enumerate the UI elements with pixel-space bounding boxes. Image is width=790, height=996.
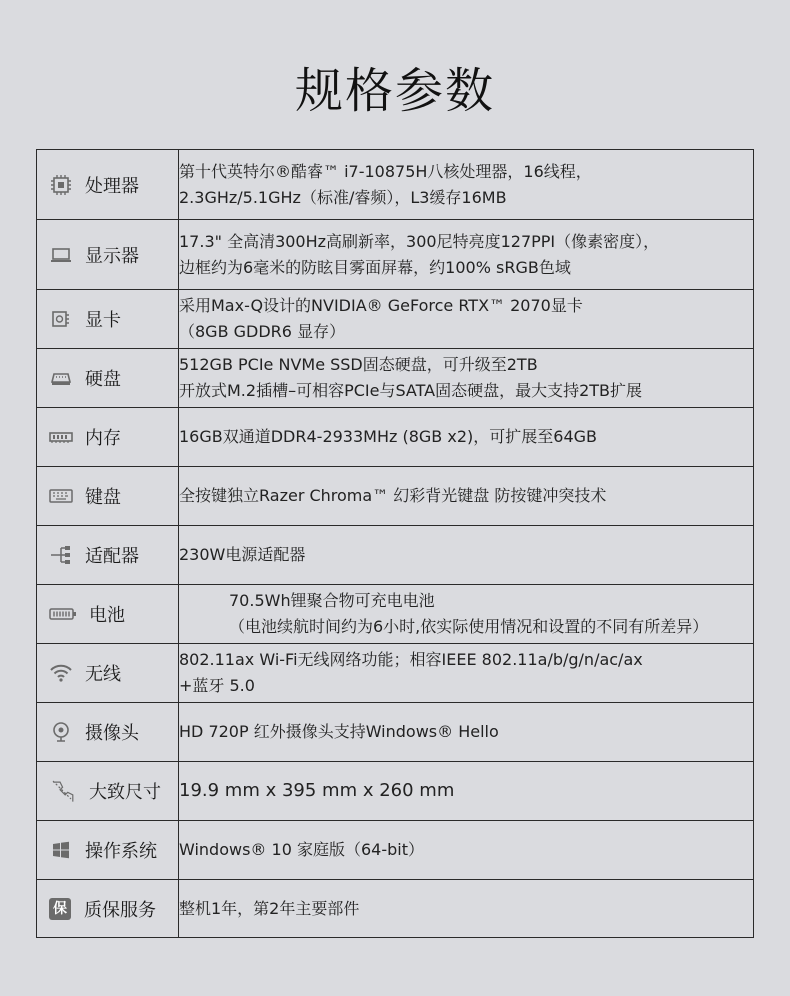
spec-label-cell xyxy=(37,762,179,821)
spec-label-cell xyxy=(37,290,179,349)
dimensions-icon xyxy=(49,779,77,803)
spec-label-cell xyxy=(37,644,179,703)
spec-label-cell xyxy=(37,880,179,938)
spec-value-line: 512GB PCIe NVMe SSD固态硬盘，可升级至2TB xyxy=(179,355,538,374)
keyboard-icon xyxy=(49,484,73,508)
spec-label: 电池 xyxy=(89,605,125,626)
page-title: 规格参数 xyxy=(294,63,495,119)
spec-row-gpu xyxy=(37,290,754,349)
spec-value-line: 230W电源适配器 xyxy=(179,545,306,564)
spec-value xyxy=(179,290,754,349)
battery-icon xyxy=(49,602,77,626)
warranty-icon-glyph: 保 xyxy=(53,900,67,917)
spec-label-cell xyxy=(37,349,179,408)
spec-label: 大致尺寸 xyxy=(89,782,161,803)
spec-label-cell xyxy=(37,408,179,467)
spec-label: 质保服务 xyxy=(84,899,156,921)
spec-value-line: 第十代英特尔®酷睿™ i7-10875H八核处理器，16线程， xyxy=(179,161,592,181)
spec-value-line: +蓝牙 5.0 xyxy=(179,676,255,695)
spec-row-webcam xyxy=(37,703,754,762)
spec-value xyxy=(179,526,754,585)
spec-label: 操作系统 xyxy=(85,841,157,862)
gpu-icon xyxy=(49,307,73,331)
spec-label: 显卡 xyxy=(85,310,121,331)
spec-value-line: 802.11ax Wi-Fi无线网络功能；相容IEEE 802.11a/b/g/n/ac/ax xyxy=(179,650,643,669)
spec-row-battery xyxy=(37,585,754,644)
spec-row-adapter xyxy=(37,526,754,585)
spec-value xyxy=(179,467,754,526)
spec-value-line: 边框约为6毫米的防眩目雾面屏幕，约100% sRGB色域 xyxy=(179,257,571,277)
spec-label: 处理器 xyxy=(85,175,139,197)
spec-value xyxy=(179,703,754,762)
wifi-icon xyxy=(49,661,73,685)
spec-label-cell xyxy=(37,703,179,762)
spec-value-line: 17.3" 全高清300Hz高刷新率，300尼特亮度127PPI（像素密度）， xyxy=(179,231,660,251)
spec-value xyxy=(179,644,754,703)
spec-label-cell xyxy=(37,526,179,585)
spec-label-cell xyxy=(37,585,179,644)
spec-value-line: 采用Max-Q设计的NVIDIA® GeForce RTX™ 2070显卡 xyxy=(179,296,583,315)
warranty-icon xyxy=(49,898,71,920)
spec-row-dimensions xyxy=(37,762,754,821)
spec-label: 适配器 xyxy=(85,546,139,567)
spec-value xyxy=(179,880,754,938)
cpu-icon xyxy=(49,173,73,197)
spec-value-line: Windows® 10 家庭版（64-bit） xyxy=(179,840,424,859)
spec-label: 内存 xyxy=(85,428,121,449)
adapter-icon xyxy=(49,543,73,567)
memory-icon xyxy=(49,425,73,449)
spec-value-line: 2.3GHz/5.1GHz（标准/睿频），L3缓存16MB xyxy=(179,187,507,207)
spec-label: 摄像头 xyxy=(85,723,139,744)
drive-icon xyxy=(49,366,73,390)
spec-label: 显示器 xyxy=(85,245,139,267)
spec-value-line: （电池续航时间约为6小时,依实际使用情况和设置的不同有所差异） xyxy=(229,617,709,636)
spec-value xyxy=(179,349,754,408)
spec-label: 无线 xyxy=(85,664,121,685)
spec-value xyxy=(179,220,754,290)
spec-row-storage xyxy=(37,349,754,408)
spec-row-cpu xyxy=(37,150,754,220)
spec-label-cell xyxy=(37,821,179,880)
spec-value xyxy=(179,150,754,220)
spec-value xyxy=(179,762,754,821)
spec-row-keyboard xyxy=(37,467,754,526)
spec-value-line: HD 720P 红外摄像头支持Windows® Hello xyxy=(179,722,499,741)
spec-label-cell xyxy=(37,220,179,290)
spec-value-line: 19.9 mm x 395 mm x 260 mm xyxy=(179,780,455,801)
spec-row-os xyxy=(37,821,754,880)
spec-value-line: 开放式M.2插槽–可相容PCIe与SATA固态硬盘，最大支持2TB扩展 xyxy=(179,381,643,400)
webcam-icon xyxy=(49,720,73,744)
spec-value-line: 70.5Wh锂聚合物可充电电池 xyxy=(229,591,435,610)
spec-row-wireless xyxy=(37,644,754,703)
spec-value xyxy=(179,408,754,467)
spec-label-cell xyxy=(37,150,179,220)
spec-value-line: （8GB GDDR6 显存） xyxy=(179,322,346,341)
spec-label-cell xyxy=(37,467,179,526)
windows-icon xyxy=(49,838,73,862)
spec-row-display xyxy=(37,220,754,290)
spec-label: 键盘 xyxy=(85,487,121,508)
laptop-icon xyxy=(49,243,73,267)
spec-value-line: 全按键独立Razer Chroma™ 幻彩背光键盘 防按键冲突技术 xyxy=(179,486,607,505)
spec-table xyxy=(36,149,754,938)
spec-row-memory xyxy=(37,408,754,467)
spec-label: 硬盘 xyxy=(85,369,121,390)
spec-value xyxy=(179,585,754,644)
spec-value xyxy=(179,821,754,880)
spec-value-line: 整机1年，第2年主要部件 xyxy=(179,898,360,918)
spec-value-line: 16GB双通道DDR4-2933MHz (8GB x2)，可扩展至64GB xyxy=(179,427,597,446)
spec-row-warranty xyxy=(37,880,754,938)
